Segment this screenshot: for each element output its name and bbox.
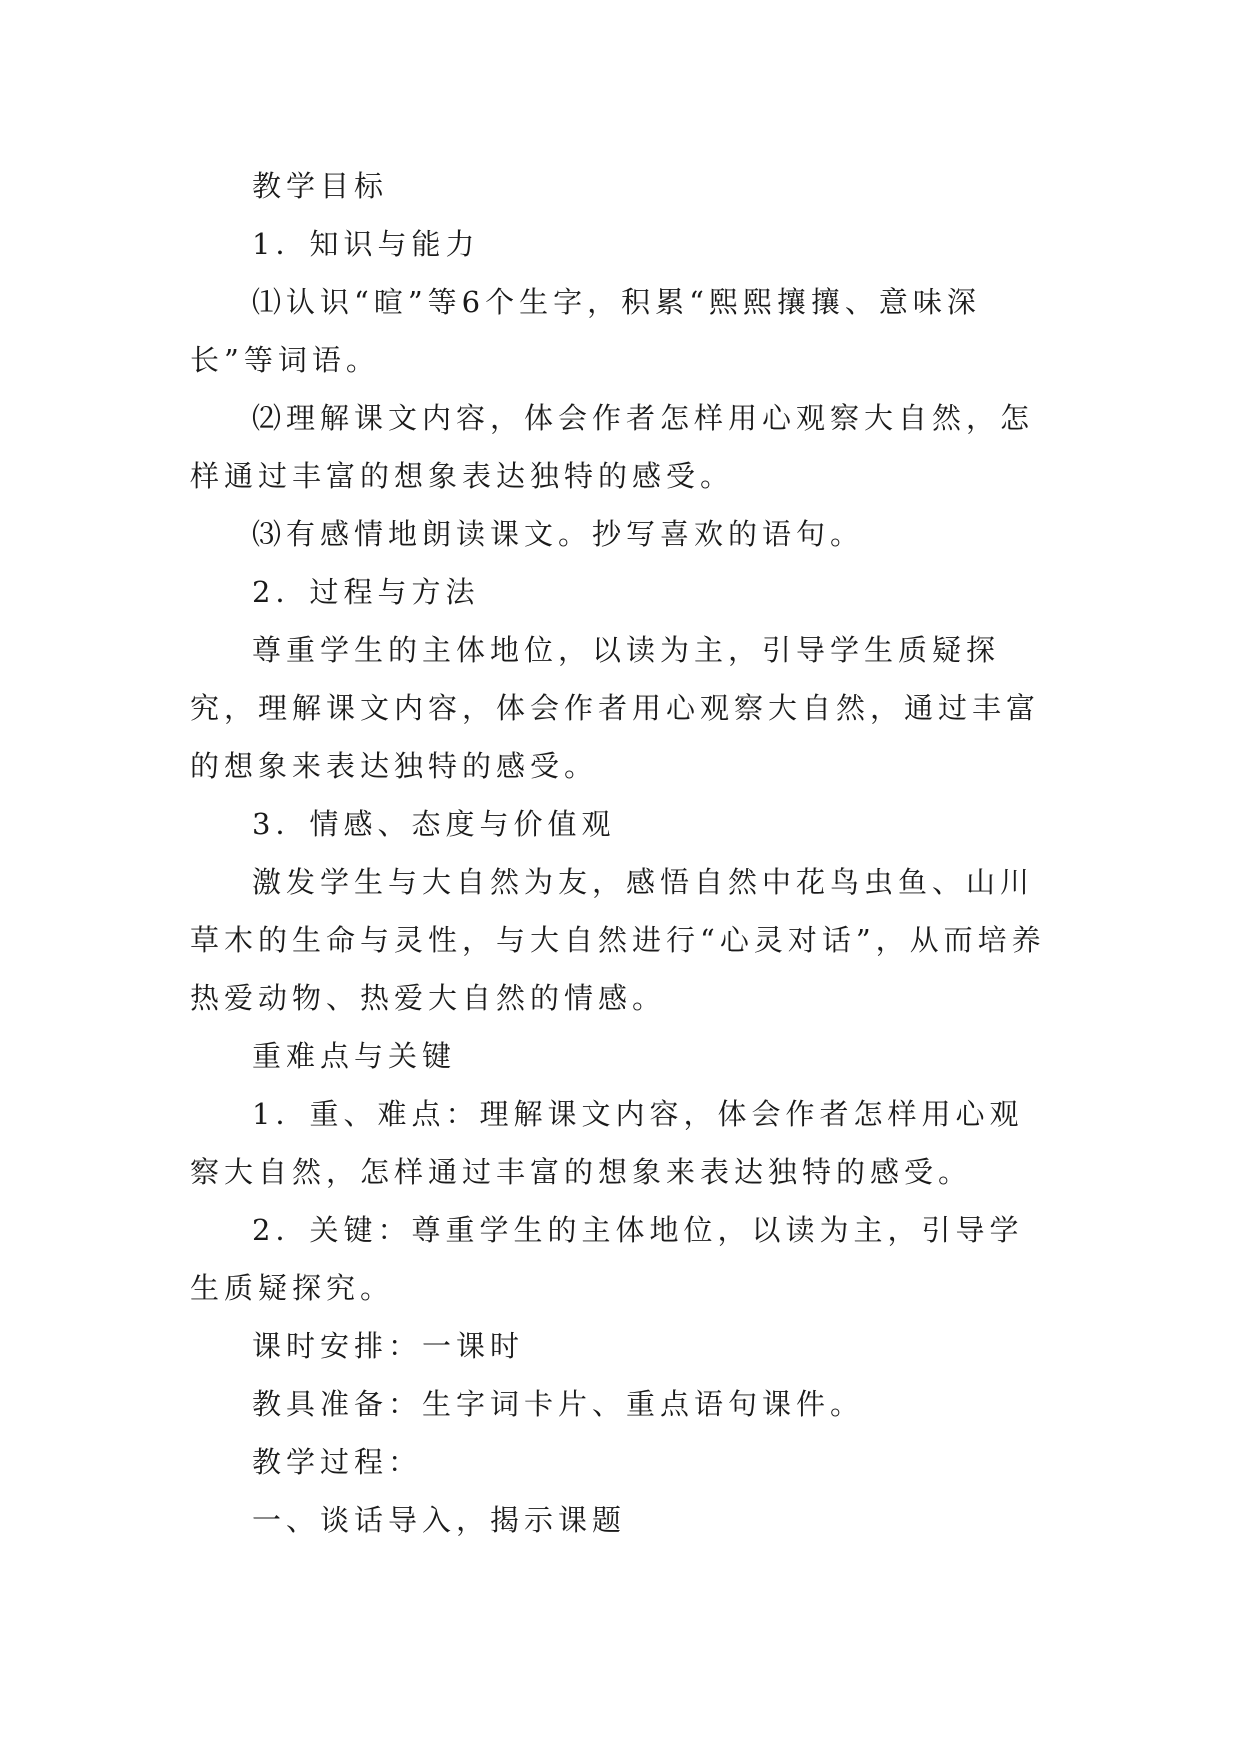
class-schedule: 课时安排：一课时 <box>252 1329 525 1363</box>
subheading-knowledge-ability: 1．知识与能力 <box>252 227 480 261</box>
goal-item-3: ⑶有感情地朗读课文。抄写喜欢的语句。 <box>252 517 865 551</box>
heading-teaching-process: 教学过程： <box>252 1445 423 1479</box>
teaching-aids: 教具准备：生字词卡片、重点语句课件。 <box>252 1387 865 1421</box>
key-point-2: 2．关键：尊重学生的主体地位，以读为主，引导学生质疑探究。 <box>190 1213 1024 1305</box>
process-method-text: 尊重学生的主体地位，以读为主，引导学生质疑探究，理解课文内容，体会作者用心观察大自然，通过丰富的想象来表达独特的感受。 <box>190 633 1041 783</box>
heading-teaching-goals: 教学目标 <box>252 169 389 203</box>
process-step-1: 一、谈话导入，揭示课题 <box>252 1503 627 1537</box>
document-body <box>190 157 1050 1549</box>
goal-item-1: ⑴认识“暄”等6个生字，积累“熙熙攘攘、意味深长”等词语。 <box>190 285 981 377</box>
subheading-process-method: 2．过程与方法 <box>252 575 480 609</box>
goal-item-2: ⑵理解课文内容，体会作者怎样用心观察大自然，怎样通过丰富的想象表达独特的感受。 <box>190 401 1035 493</box>
subheading-emotion-values: 3．情感、态度与价值观 <box>252 807 616 841</box>
key-point-1: 1．重、难点：理解课文内容，体会作者怎样用心观察大自然，怎样通过丰富的想象来表达独特的感受。 <box>190 1097 1024 1189</box>
emotion-values-text: 激发学生与大自然为友，感悟自然中花鸟虫鱼、山川草木的生命与灵性，与大自然进行“心灵对话”，从而培养热爱动物、热爱大自然的情感。 <box>190 865 1046 1015</box>
heading-key-points: 重难点与关键 <box>252 1039 457 1073</box>
